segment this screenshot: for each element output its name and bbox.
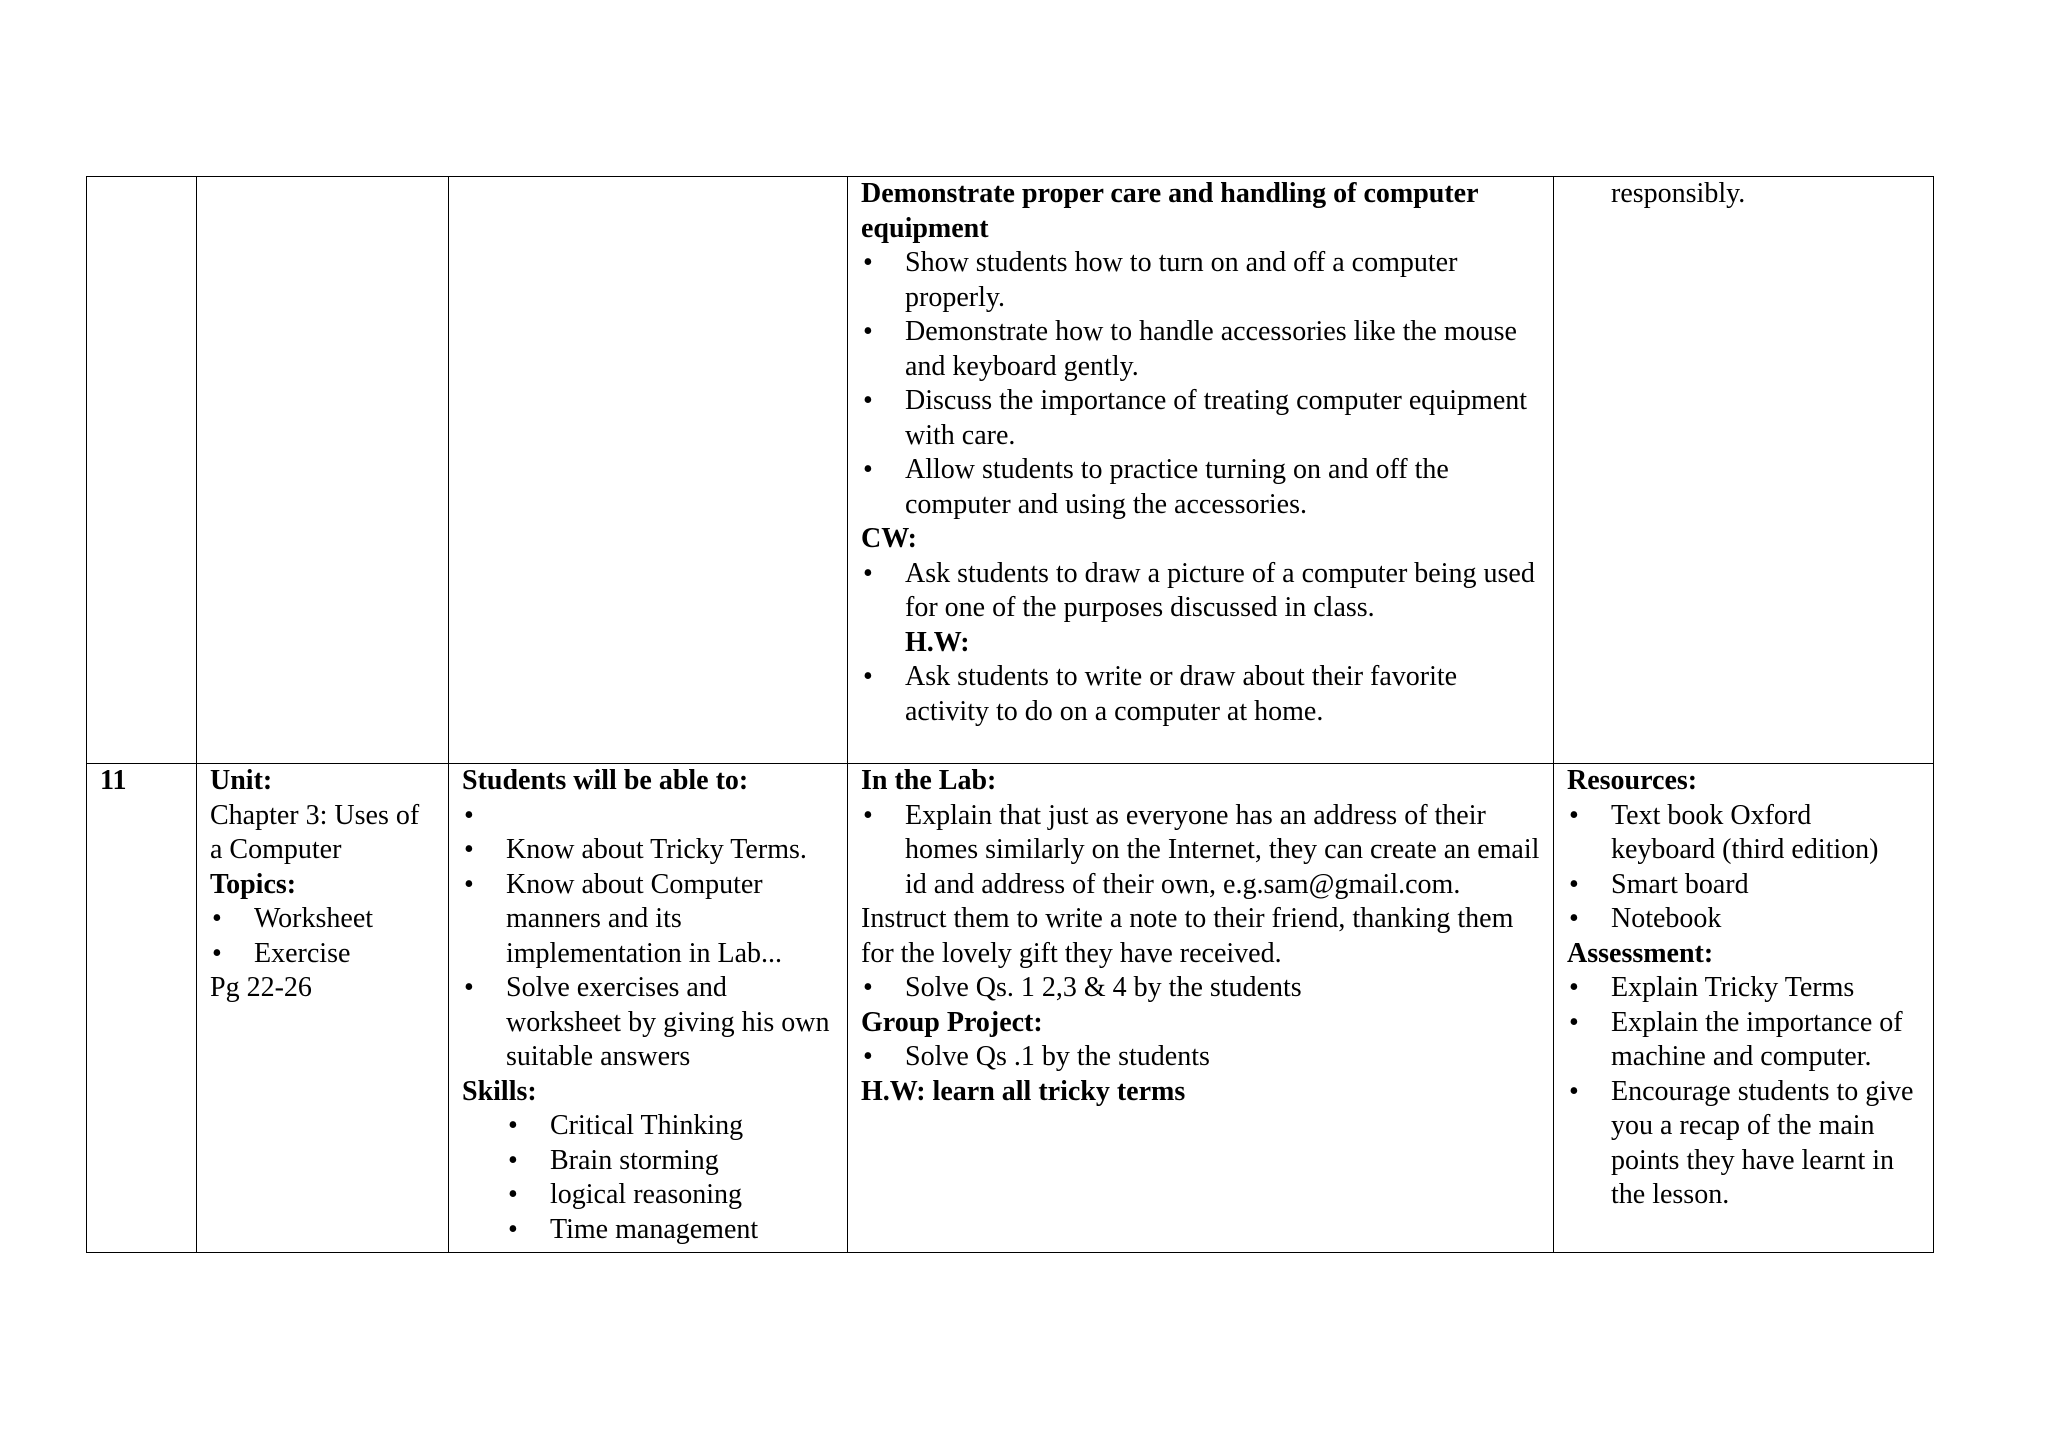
- list-item: • Encourage students to give you a recap of the main points they have learnt in the lesson.: [1567, 1075, 1921, 1213]
- unit-label: Unit:: [210, 765, 273, 796]
- list-item: • Smart board: [1567, 868, 1921, 903]
- list-item: • Brain storming: [462, 1144, 835, 1179]
- hw-list: [861, 660, 1541, 729]
- lab-heading: In the Lab:: [861, 765, 997, 796]
- activity-cell: [848, 177, 1554, 764]
- list-item: • Worksheet: [210, 902, 436, 937]
- objectives-heading: Students will be able to:: [462, 765, 749, 796]
- list-item: • Notebook: [1567, 902, 1921, 937]
- list-item: • Explain that just as everyone has an address of their homes similarly on the Internet, they can create an email id and address of their own, e.g.sam@gmail.com.: [861, 799, 1541, 903]
- list-item: • Demonstrate how to handle accessories like the mouse and keyboard gently.: [861, 315, 1541, 384]
- list-item: • Know about Tricky Terms.: [462, 833, 835, 868]
- list-item: • logical reasoning: [462, 1178, 835, 1213]
- list-item: • Text book Oxford keyboard (third edition): [1567, 799, 1921, 868]
- list-item: • Solve exercises and worksheet by giving his own suitable answers: [462, 971, 835, 1075]
- hw-label: H.W:: [905, 626, 970, 658]
- objectives-cell: [449, 177, 848, 764]
- activity-list: [861, 246, 1541, 522]
- list-item: • Allow students to practice turning on and off the computer and using the accessories.: [861, 453, 1541, 522]
- list-item: • Time management: [462, 1213, 835, 1248]
- list-item: • Solve Qs. 1 2,3 & 4 by the students: [861, 971, 1541, 1006]
- group-project-list: [861, 1040, 1541, 1075]
- skills-label: Skills:: [462, 1075, 537, 1107]
- assessment-label: Assessment:: [1567, 937, 1714, 969]
- objectives-cell: [449, 764, 848, 1253]
- list-item: • Show students how to turn on and off a computer properly.: [861, 246, 1541, 315]
- group-project-label: Group Project:: [861, 1006, 1043, 1038]
- list-item: • Know about Computer manners and its implementation in Lab...: [462, 868, 835, 972]
- activity-heading: Demonstrate proper care and handling of computer equipment: [861, 178, 1479, 244]
- cw-list: [861, 557, 1541, 661]
- cw-item-text: Ask students to draw a picture of a computer being used for one of the purposes discussed in class.: [905, 557, 1535, 623]
- lab-list: [861, 799, 1541, 903]
- list-item: [861, 557, 1541, 661]
- list-item: • Solve Qs .1 by the students: [861, 1040, 1541, 1075]
- exercise-list: [861, 971, 1541, 1006]
- list-item: [462, 799, 835, 834]
- resources-cell: [1554, 764, 1934, 1253]
- table-row: [87, 177, 1934, 764]
- list-item: • Explain the importance of machine and computer.: [1567, 1006, 1921, 1075]
- chapter-title: Chapter 3: Uses of a Computer: [210, 799, 420, 865]
- list-item: • Exercise: [210, 937, 436, 972]
- instruction-text: Instruct them to write a note to their friend, thanking them for the lovely gift they have received.: [861, 903, 1514, 969]
- assessment-list: [1567, 971, 1921, 1213]
- resources-label: Resources:: [1567, 765, 1698, 796]
- resources-cell: [1554, 177, 1934, 764]
- unit-cell: [197, 764, 449, 1253]
- topics-label: Topics:: [210, 868, 297, 900]
- skills-list: [462, 1109, 835, 1247]
- list-item: • Discuss the importance of treating computer equipment with care.: [861, 384, 1541, 453]
- objectives-list: [462, 799, 835, 1075]
- page-range: Pg 22-26: [210, 972, 312, 1003]
- resources-list: [1567, 799, 1921, 937]
- topics-list: [210, 902, 436, 971]
- lesson-plan-table: [86, 176, 1934, 1253]
- table-row: [87, 764, 1934, 1253]
- list-item: • Explain Tricky Terms: [1567, 971, 1921, 1006]
- unit-cell: [197, 177, 449, 764]
- week-cell: [87, 177, 197, 764]
- week-cell: [87, 764, 197, 1253]
- hw-text: H.W: learn all tricky terms: [861, 1075, 1186, 1107]
- cw-label: CW:: [861, 523, 917, 554]
- week-number: 11: [100, 765, 127, 796]
- list-item: • Critical Thinking: [462, 1109, 835, 1144]
- activity-cell: [848, 764, 1554, 1253]
- resources-continued-text: responsibly.: [1611, 178, 1746, 209]
- list-item: • Ask students to write or draw about their favorite activity to do on a computer at home.: [861, 660, 1541, 729]
